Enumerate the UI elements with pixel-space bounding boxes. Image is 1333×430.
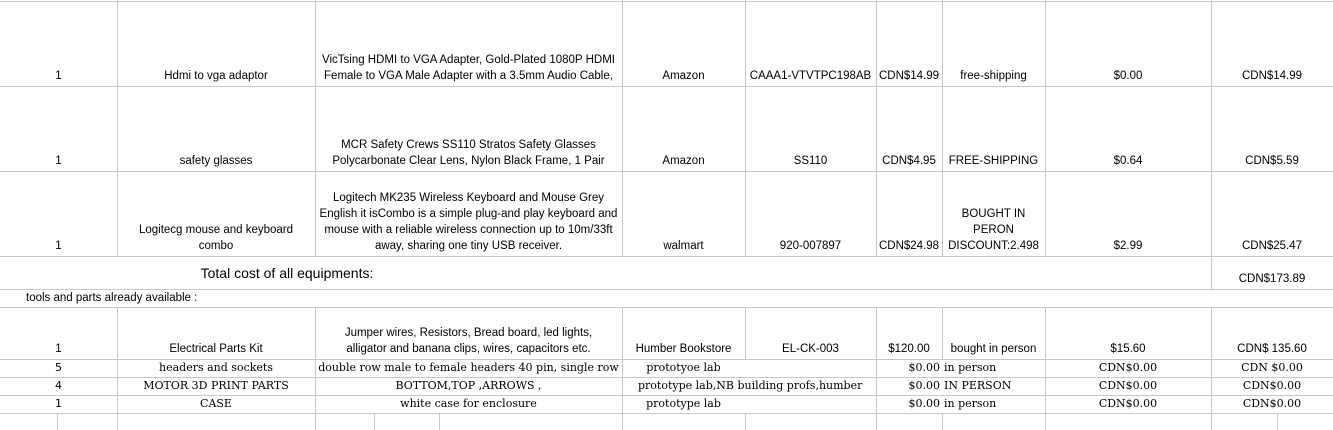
total-cost-label: Total cost of all equipments: (200, 264, 374, 281)
cell-qty[interactable]: 4 (55, 379, 62, 392)
cell-vendor[interactable]: prototype lab,NB building profs,humber (638, 379, 863, 392)
cell-unit-price[interactable]: CDN$14.99 (878, 70, 940, 82)
cell-total[interactable]: CDN$14.99 (1241, 70, 1303, 82)
cell-description[interactable]: Jumper wires, Resistors, Bread board, led lights, alligator and banana clips, wires, capacitors etc. (344, 327, 593, 355)
cell-tax[interactable]: $15.60 (1110, 343, 1146, 355)
cell-unit-price[interactable]: $0.00 (908, 361, 940, 374)
cell-part-number[interactable]: 920-007897 (779, 240, 842, 252)
cell-item[interactable]: MOTOR 3D PRINT PARTS (143, 379, 289, 392)
cell-item[interactable]: Logitecg mouse and keyboard combo (138, 224, 294, 252)
cell-item[interactable]: Hdmi to vga adaptor (164, 70, 268, 82)
cell-shipping[interactable]: in person (944, 361, 997, 374)
cell-unit-price[interactable]: CDN$24.98 (878, 240, 940, 252)
cell-item[interactable]: Electrical Parts Kit (169, 343, 263, 355)
grid-line (0, 413, 1333, 414)
cell-description[interactable]: white case for enclosure (400, 397, 537, 410)
cell-total[interactable]: CDN$0.00 (1242, 397, 1302, 410)
cell-description[interactable]: BOTTOM,TOP ,ARROWS , (395, 379, 542, 392)
grid-line (1277, 413, 1278, 430)
grid-line (374, 413, 375, 430)
cell-unit-price[interactable]: $0.00 (908, 397, 940, 410)
cell-qty[interactable]: 1 (55, 397, 62, 410)
cell-tax[interactable]: CDN$0.00 (1098, 361, 1158, 374)
cell-tax[interactable]: $0.00 (1113, 70, 1143, 82)
cell-tax[interactable]: CDN$0.00 (1098, 397, 1158, 410)
section-header: tools and parts already available : (26, 292, 198, 304)
cell-description[interactable]: Logitech MK235 Wireless Keyboard and Mouse Grey English it isCombo is a simple plug-and play keyboard and mouse with a reliable wireless connection up to 10m/33ft away, sharing one tiny USB receiver. (319, 192, 618, 252)
cell-tax[interactable]: $2.99 (1113, 240, 1143, 252)
cell-vendor[interactable]: prototype lab (646, 397, 721, 410)
grid-line (57, 413, 58, 430)
cell-vendor[interactable]: Amazon (662, 70, 705, 82)
cell-total[interactable]: CDN$ 135.60 (1237, 343, 1307, 355)
cell-item[interactable]: headers and sockets (159, 361, 273, 374)
cell-item[interactable]: safety glasses (179, 155, 253, 167)
cell-qty[interactable]: 5 (55, 361, 62, 374)
cell-vendor[interactable]: prototyoe lab (646, 361, 721, 374)
cell-qty[interactable]: 1 (55, 155, 62, 167)
cell-unit-price[interactable]: CDN$4.95 (882, 155, 936, 167)
cell-qty[interactable]: 1 (55, 240, 62, 252)
cell-part-number[interactable]: SS110 (793, 155, 828, 167)
grid-line (942, 413, 943, 430)
cell-description[interactable]: MCR Safety Crews SS110 Stratos Safety Glasses Polycarbonate Clear Lens, Nylon Black Frame, 1 Pair (332, 139, 605, 167)
cell-vendor[interactable]: Humber Bookstore (635, 343, 732, 355)
cell-shipping[interactable]: in person (944, 397, 997, 410)
cell-vendor[interactable]: walmart (663, 240, 704, 252)
cell-part-number[interactable]: CAAA1-VTVTPC198AB (749, 70, 872, 82)
cell-shipping[interactable]: FREE-SHIPPING (948, 155, 1039, 167)
cell-shipping[interactable]: free-shipping (960, 70, 1027, 82)
cell-shipping[interactable]: BOUGHT IN PERON DISCOUNT:2.498 (948, 208, 1039, 252)
cell-item[interactable]: CASE (200, 397, 232, 410)
cell-total[interactable]: CDN$0.00 (1242, 379, 1302, 392)
grid-line (439, 413, 440, 430)
cell-shipping[interactable]: bought in person (950, 343, 1037, 355)
cell-vendor[interactable]: Amazon (662, 155, 705, 167)
cell-description[interactable]: VicTsing HDMI to VGA Adapter, Gold-Plated 1080P HDMI Female to VGA Male Adapter with a 3.5mm Audio Cable, (322, 54, 615, 82)
total-cost-value[interactable]: CDN$173.89 (1238, 273, 1306, 285)
cell-tax[interactable]: $0.64 (1113, 155, 1143, 167)
cell-unit-price[interactable]: $120.00 (888, 343, 930, 355)
cell-total[interactable]: CDN$25.47 (1241, 240, 1303, 252)
cell-tax[interactable]: CDN$0.00 (1098, 379, 1158, 392)
cell-part-number[interactable]: EL-CK-003 (782, 343, 839, 355)
cell-qty[interactable]: 1 (55, 70, 62, 82)
cell-description[interactable]: double row male to female headers 40 pin, single row (318, 361, 619, 374)
cell-shipping[interactable]: IN PERSON (944, 379, 1012, 392)
cell-qty[interactable]: 1 (55, 343, 62, 355)
cell-total[interactable]: CDN$5.59 (1245, 155, 1299, 167)
cell-unit-price[interactable]: $0.00 (908, 379, 940, 392)
grid-line (745, 413, 746, 430)
cell-total[interactable]: CDN $0.00 (1241, 361, 1303, 374)
